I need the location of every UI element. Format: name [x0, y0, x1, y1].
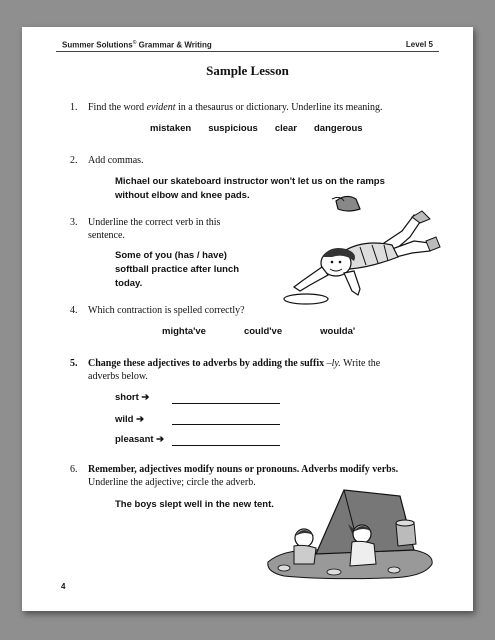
book-title: Summer Solutions© Grammar & Writing — [62, 40, 212, 50]
adjective-label: short ➔ — [115, 392, 150, 403]
sliding-player-illustration — [274, 191, 449, 306]
question-6-line2: Underline the adjective; circle the adverb. — [88, 477, 256, 488]
q6-sentence[interactable]: The boys slept well in the new tent. — [115, 499, 274, 510]
q1-options — [150, 123, 363, 134]
option-word[interactable]: dangerous — [314, 123, 363, 134]
worksheet-page: Summer Solutions© Grammar & Writing Level 5 Sample Lesson 1. Find the word evident in a thesaurus or dictionary. Underline its meaning. mistaken suspicious clear dangerous 2. Add commas. Michael our skateboard instructor won't let us on the ramps without elbow and knee pads. 3. Underline the correct verb in this sentence. Some of you (has / have) softball practice after lunch today. 4. Which contraction is spelled correctly? mighta've could've woulda' 5. Change these adjectives to adverbs by adding the suffix –ly. Write the adverbs below. short ➔ wild ➔ pleasant ➔ 6. Remember, adjectives modify nouns or pronouns. Adverbs modify verbs. Underline the adjective; circle the adverb. The boys slept well in the new tent. 4 — [22, 27, 473, 611]
level-label: Level 5 — [405, 40, 433, 49]
option-word[interactable]: mistaken — [150, 123, 192, 134]
adjective-label: wild ➔ — [115, 414, 145, 425]
answer-line[interactable] — [172, 403, 280, 404]
option-word[interactable]: could've — [243, 326, 283, 337]
option-word[interactable]: suspicious — [208, 123, 258, 134]
answer-line[interactable] — [172, 445, 280, 446]
option-word[interactable]: clear — [274, 123, 297, 134]
q4-options — [162, 326, 355, 337]
option-word[interactable]: woulda' — [320, 326, 356, 337]
header-rule — [56, 51, 439, 52]
camping-boys-illustration — [264, 484, 436, 582]
question-5-line2: adverbs below. — [88, 371, 148, 382]
q3-sentence[interactable]: Some of you (has / have) softball practice after lunch today. — [115, 250, 240, 289]
page-number: 4 — [61, 582, 66, 591]
answer-line[interactable] — [172, 424, 280, 425]
page-title: Sample Lesson — [206, 63, 289, 78]
q2-sentence[interactable]: Michael our skateboard instructor won't let us on the ramps without elbow and knee pads. — [115, 176, 385, 201]
adjective-label: pleasant ➔ — [115, 434, 165, 445]
option-word[interactable]: mighta've — [162, 326, 206, 337]
